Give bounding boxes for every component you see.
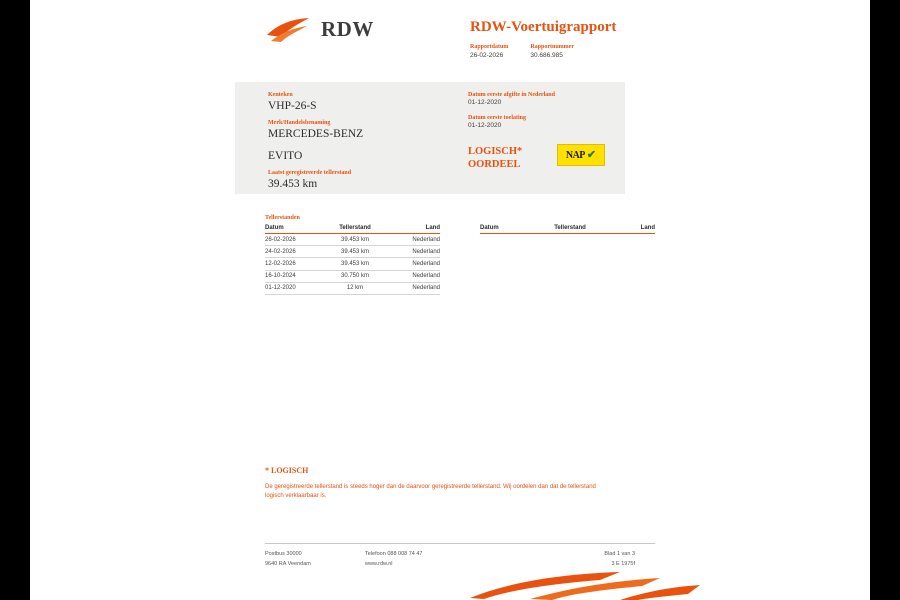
footer-swoosh-icon [470, 572, 700, 600]
report-date-label: Rapportdatum [470, 44, 509, 50]
footnote-section [265, 466, 605, 502]
odometer-table-continuation [480, 225, 655, 234]
last-odometer-label: Laatst geregistreerde tellerstand [268, 170, 352, 177]
kenteken-label: Kenteken [268, 92, 293, 98]
footer-contact-block [365, 550, 515, 570]
cell-datum: 01-12-2020 [265, 282, 321, 294]
cell-tellerstand: 12 km [321, 282, 389, 294]
odometer-table [265, 225, 440, 295]
cell-datum: 24-02-2026 [265, 246, 321, 258]
rdw-swoosh-logo-icon [265, 14, 313, 44]
document-footer [265, 543, 655, 570]
column-header-datum: Datum [265, 225, 321, 234]
rdw-logo [265, 14, 374, 44]
footnote-body: De geregistreerde tellerstand is steeds hoger dan de daarvoor geregistreerde tellerstand. Wij oordelen dan dat de tellerstand logisch verklaarbaar is. [265, 484, 596, 500]
footer-page-block [515, 550, 635, 570]
nap-badge-text: NAP [565, 149, 585, 161]
footer-page-number: Blad 1 van 3 [604, 551, 635, 557]
first-issue-nl-label: Datum eerste afgifte in Nederland [468, 92, 555, 98]
footer-address-block [265, 550, 365, 570]
first-admission-value: 01-12-2020 [468, 122, 502, 129]
table-row [265, 258, 440, 270]
first-issue-nl-value: 01-12-2020 [468, 99, 502, 106]
column-header-tellerstand: Tellerstand [536, 225, 604, 234]
cell-land: Nederland [389, 246, 440, 258]
report-date-value: 26-02-2026 [470, 52, 504, 59]
column-header-land: Land [604, 225, 655, 234]
footer-website[interactable]: www.rdw.nl [365, 560, 393, 567]
footer-address-line2: 9640 RA Veendam [265, 560, 311, 567]
first-admission-label: Datum eerste toelating [468, 115, 526, 121]
report-title: RDW-Voertuigrapport [470, 19, 617, 35]
footnote-title: * LOGISCH [265, 466, 309, 475]
cell-tellerstand: 39.453 km [321, 258, 389, 270]
vehicle-identity-block [268, 92, 448, 199]
rdw-logo-text: RDW [321, 16, 374, 41]
table-header-row [265, 225, 440, 234]
footer-phone: Telefoon 088 008 74 47 [365, 551, 423, 557]
table-header-row [480, 225, 655, 234]
cell-datum: 16-10-2024 [265, 270, 321, 282]
report-meta [470, 44, 574, 59]
merk-value: MERCEDES-BENZ [268, 128, 364, 141]
table-row [265, 270, 440, 282]
vehicle-summary-panel [235, 82, 625, 194]
verdict-line-2: OORDEEL [468, 159, 521, 171]
report-date-block [470, 44, 508, 59]
odometer-readings-section [265, 215, 655, 295]
report-number-value: 30.686.985 [530, 52, 563, 59]
check-icon: ✔ [586, 148, 597, 161]
report-number-block [530, 44, 574, 59]
merk-label: Merk/Handelsbenaming [268, 120, 331, 127]
cell-land: Nederland [389, 234, 440, 246]
table-row [265, 234, 440, 246]
column-header-datum: Datum [480, 225, 536, 234]
verdict-line-1: LOGISCH* [468, 146, 523, 157]
nap-badge [557, 144, 605, 166]
kenteken-value: VHP-26-S [268, 100, 317, 112]
last-odometer-value: 39.453 km [268, 178, 318, 191]
report-number-label: Rapportnummer [530, 44, 575, 50]
cell-datum: 26-02-2026 [265, 234, 321, 246]
cell-land: Nederland [389, 282, 440, 294]
footer-address-line1: Postbus 30000 [265, 551, 302, 557]
model-value: EVITO [268, 149, 303, 162]
cell-datum: 12-02-2026 [265, 258, 321, 270]
document-header [30, 0, 870, 78]
cell-tellerstand: 39.453 km [321, 246, 389, 258]
odometer-table-title: Tellerstanden [265, 215, 300, 221]
column-header-tellerstand: Tellerstand [321, 225, 389, 234]
table-row [265, 282, 440, 294]
footer-form-code: 3 E 1975f [611, 560, 635, 567]
document-page [30, 0, 870, 600]
cell-tellerstand: 39.453 km [321, 234, 389, 246]
cell-land: Nederland [389, 258, 440, 270]
cell-land: Nederland [389, 270, 440, 282]
cell-tellerstand: 30.750 km [321, 270, 389, 282]
column-header-land: Land [389, 225, 440, 234]
table-row [265, 246, 440, 258]
